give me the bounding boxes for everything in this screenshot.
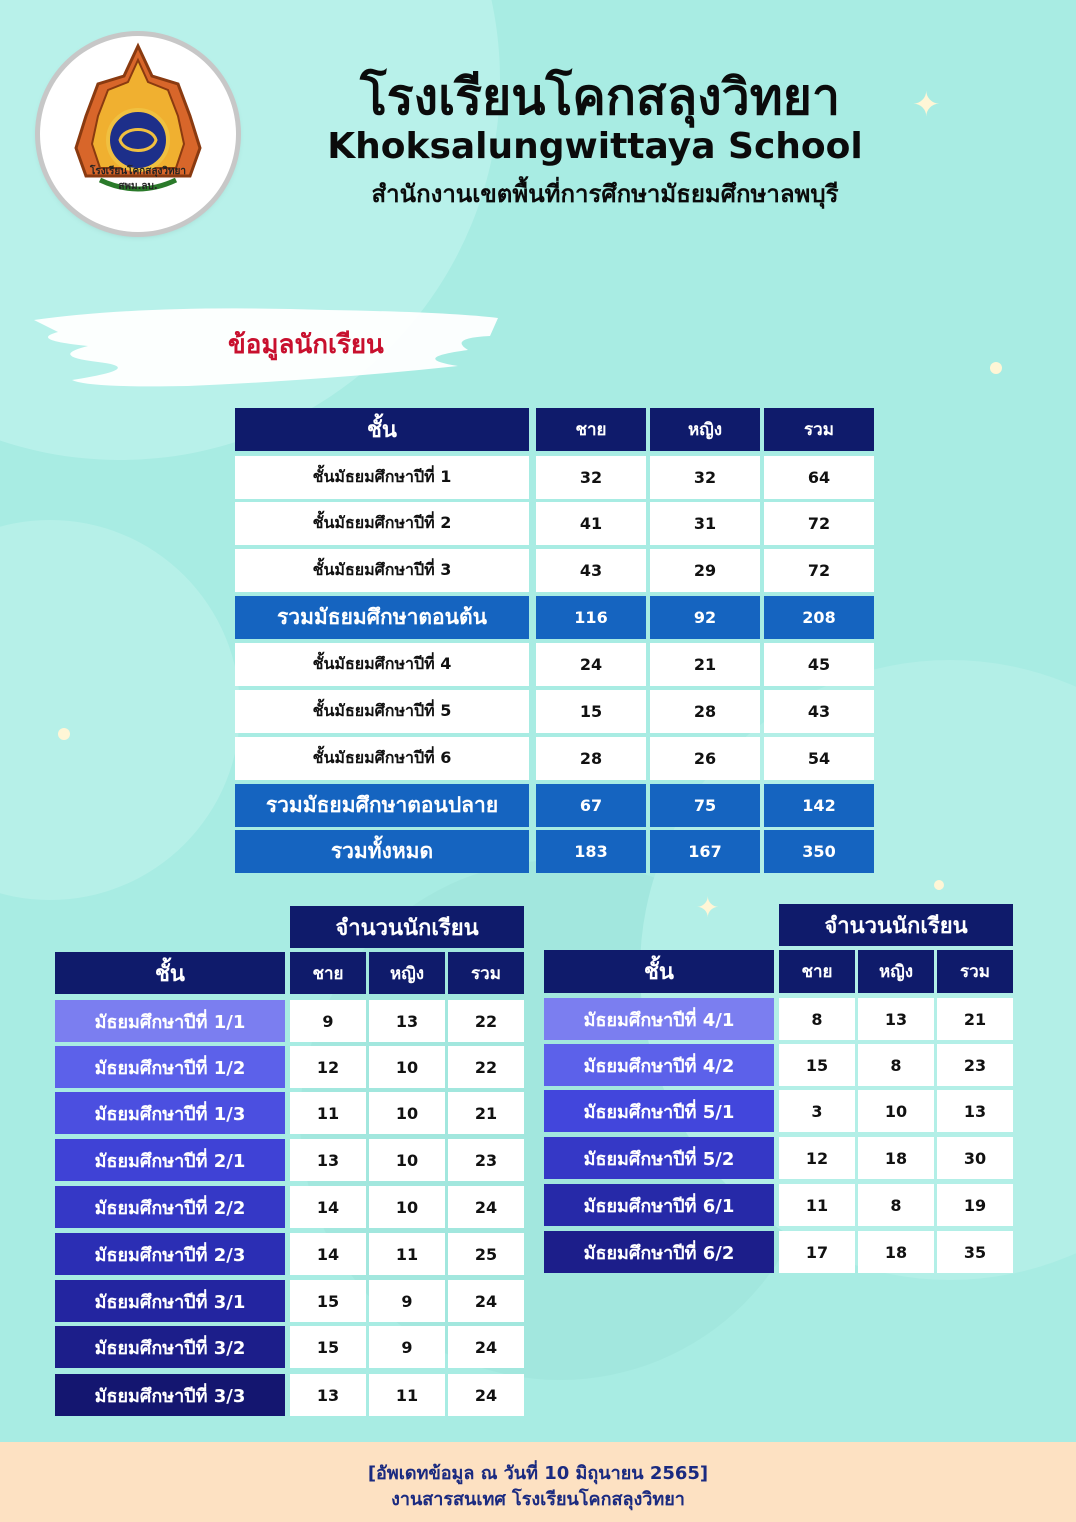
cell-male: 17 [779,1231,855,1273]
room-label: มัธยมศึกษาปีที่ 5/2 [544,1137,774,1179]
header-female: หญิง [650,408,760,451]
cell-male: 67 [536,784,646,827]
cell-total: 13 [937,1090,1013,1132]
cell-total: 54 [764,737,874,780]
logo-caption: โรงเรียนโคกสลุงวิทยา สพม.ลบ. [89,166,187,192]
cell-total: 21 [448,1092,524,1134]
cell-female: 29 [650,549,760,592]
header-total: รวม [937,950,1013,993]
cell-male: 15 [290,1280,366,1322]
department-name: งานสารสนเทศ โรงเรียนโคกสลุงวิทยา [391,1489,685,1510]
room-label: มัธยมศึกษาปีที่ 6/2 [544,1231,774,1273]
grade-label: ชั้นมัธยมศึกษาปีที่ 2 [235,502,529,545]
cell-male: 14 [290,1186,366,1228]
cell-total: 24 [448,1280,524,1322]
header-male: ชาย [779,950,855,993]
header-male: ชาย [536,408,646,451]
room-label: มัธยมศึกษาปีที่ 6/1 [544,1184,774,1226]
sparkle-icon: ✦ [696,891,720,924]
cell-male: 24 [536,643,646,686]
sparkle-icon: ✦ [912,85,941,125]
cell-female: 28 [650,690,760,733]
header-total: รวม [764,408,874,451]
cell-total: 43 [764,690,874,733]
group-header-student-count: จำนวนนักเรียน [779,904,1013,946]
cell-total: 350 [764,830,874,873]
cell-total: 24 [448,1374,524,1416]
header-class: ชั้น [544,950,774,993]
grade-label: ชั้นมัธยมศึกษาปีที่ 5 [235,690,529,733]
cell-total: 142 [764,784,874,827]
cell-female: 10 [369,1092,445,1134]
cell-total: 19 [937,1184,1013,1226]
section-title: ข้อมูลนักเรียน [228,330,384,360]
cell-male: 183 [536,830,646,873]
cell-male: 13 [290,1139,366,1181]
school-name-thai: โรงเรียนโคกสลุงวิทยา [359,68,841,126]
cell-female: 32 [650,456,760,499]
room-label: มัธยมศึกษาปีที่ 5/1 [544,1090,774,1132]
school-logo [40,36,236,232]
subtotal-label: รวมมัธยมศึกษาตอนปลาย [235,784,529,827]
cell-male: 8 [779,998,855,1040]
cell-male: 11 [290,1092,366,1134]
cell-total: 24 [448,1186,524,1228]
room-label: มัธยมศึกษาปีที่ 1/3 [55,1092,285,1134]
cell-total: 22 [448,1046,524,1088]
cell-total: 45 [764,643,874,686]
header-class: ชั้น [235,408,529,451]
cell-total: 35 [937,1231,1013,1273]
grade-label: ชั้นมัธยมศึกษาปีที่ 6 [235,737,529,780]
room-label: มัธยมศึกษาปีที่ 1/1 [55,1000,285,1042]
cell-female: 11 [369,1233,445,1275]
cell-male: 12 [290,1046,366,1088]
cell-female: 31 [650,502,760,545]
cell-female: 9 [369,1280,445,1322]
cell-male: 13 [290,1374,366,1416]
subtotal-label: รวมมัธยมศึกษาตอนต้น [235,596,529,639]
cell-male: 15 [779,1044,855,1086]
header-female: หญิง [369,952,445,994]
cell-total: 23 [448,1139,524,1181]
cell-total: 23 [937,1044,1013,1086]
cell-total: 21 [937,998,1013,1040]
cell-male: 12 [779,1137,855,1179]
room-label: มัธยมศึกษาปีที่ 2/2 [55,1186,285,1228]
cell-total: 22 [448,1000,524,1042]
cell-total: 24 [448,1326,524,1368]
grade-label: ชั้นมัธยมศึกษาปีที่ 1 [235,456,529,499]
cell-female: 75 [650,784,760,827]
cell-female: 18 [858,1137,934,1179]
cell-female: 92 [650,596,760,639]
update-note: [อัพเดทข้อมูล ณ วันที่ 10 มิถุนายน 2565] [367,1463,709,1484]
room-label: มัธยมศึกษาปีที่ 3/2 [55,1326,285,1368]
cell-total: 72 [764,502,874,545]
cell-female: 10 [858,1090,934,1132]
room-label: มัธยมศึกษาปีที่ 4/2 [544,1044,774,1086]
cell-male: 9 [290,1000,366,1042]
cell-female: 13 [369,1000,445,1042]
cell-total: 30 [937,1137,1013,1179]
cell-female: 10 [369,1186,445,1228]
cell-male: 28 [536,737,646,780]
cell-female: 8 [858,1044,934,1086]
cell-male: 11 [779,1184,855,1226]
cell-male: 15 [536,690,646,733]
education-office: สำนักงานเขตพื้นที่การศึกษามัธยมศึกษาลพบุรี [371,180,839,208]
header-total: รวม [448,952,524,994]
cell-female: 26 [650,737,760,780]
grade-label: ชั้นมัธยมศึกษาปีที่ 3 [235,549,529,592]
cell-female: 9 [369,1326,445,1368]
cell-female: 167 [650,830,760,873]
header-class: ชั้น [55,952,285,994]
room-label: มัธยมศึกษาปีที่ 2/3 [55,1233,285,1275]
cell-total: 72 [764,549,874,592]
cell-male: 3 [779,1090,855,1132]
cell-total: 208 [764,596,874,639]
room-label: มัธยมศึกษาปีที่ 1/2 [55,1046,285,1088]
emblem-icon [40,36,236,232]
grade-label: ชั้นมัธยมศึกษาปีที่ 4 [235,643,529,686]
subtotal-label: รวมทั้งหมด [235,830,529,873]
room-label: มัธยมศึกษาปีที่ 2/1 [55,1139,285,1181]
cell-female: 8 [858,1184,934,1226]
cell-male: 116 [536,596,646,639]
cell-male: 32 [536,456,646,499]
cell-male: 43 [536,549,646,592]
cell-female: 10 [369,1139,445,1181]
cell-male: 14 [290,1233,366,1275]
cell-total: 25 [448,1233,524,1275]
header-male: ชาย [290,952,366,994]
room-label: มัธยมศึกษาปีที่ 4/1 [544,998,774,1040]
group-header-student-count: จำนวนนักเรียน [290,906,524,948]
cell-total: 64 [764,456,874,499]
school-name-english: Khoksalungwittaya School [327,126,863,167]
cell-male: 15 [290,1326,366,1368]
cell-female: 10 [369,1046,445,1088]
cell-female: 18 [858,1231,934,1273]
cell-female: 13 [858,998,934,1040]
cell-female: 21 [650,643,760,686]
room-label: มัธยมศึกษาปีที่ 3/3 [55,1374,285,1416]
header-female: หญิง [858,950,934,993]
cell-male: 41 [536,502,646,545]
room-label: มัธยมศึกษาปีที่ 3/1 [55,1280,285,1322]
cell-female: 11 [369,1374,445,1416]
